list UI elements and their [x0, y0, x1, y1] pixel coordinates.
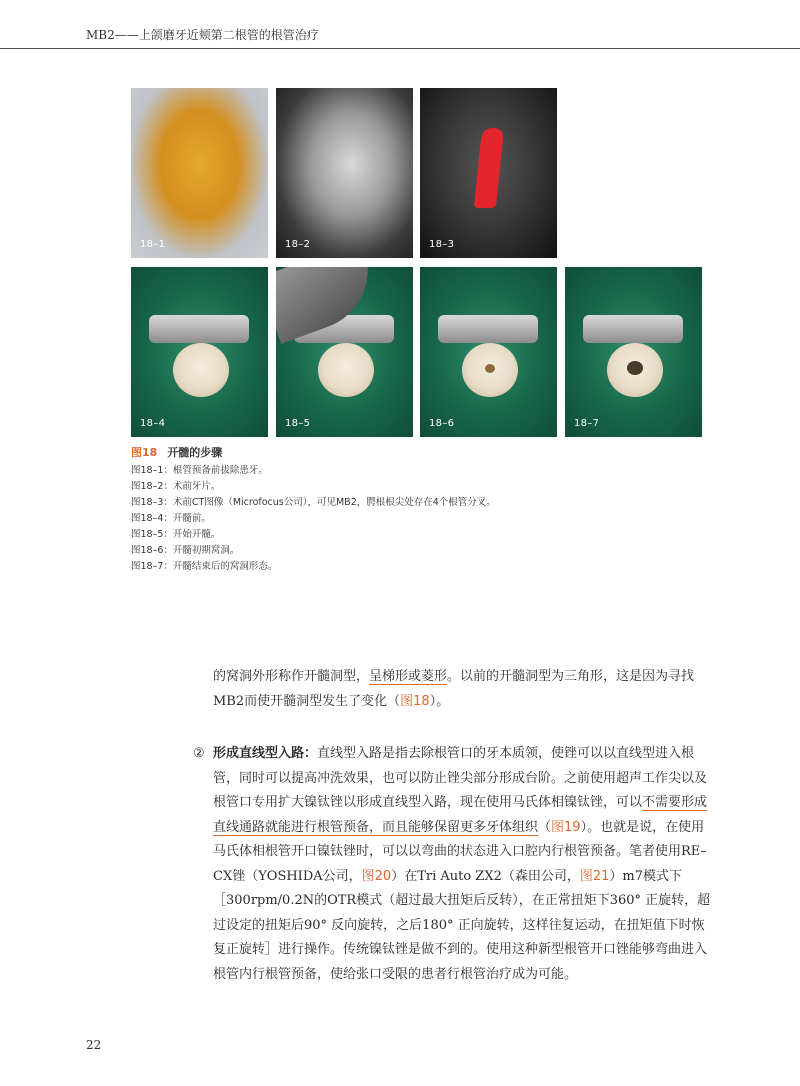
text-run: ）m7模式下［300rpm/0.2N的OTR模式（超过最大扭矩后反转），在正常扭矩下360° 正旋转，超过设定的扭矩后90° 反向旋转，之后180° 正向旋转，这样往复运动，在扭矩值下时恢复正旋转］进行操作。传统镍钛锉是做不到的。使用这种新型根管开口锉能够弯曲进入根管内行根管预备，使给张口受限的患者行根管治疗成为可能。: [213, 868, 711, 982]
text-run: ）。也就是说，在使用马氏体相根管开口镍钛锉时，可以以弯曲的状态进入口腔内行根管预备。笔者使用RE–CX锉（YOSHIDA公司，: [213, 819, 707, 884]
figure-label: 18–7: [574, 418, 600, 429]
figure-label: 18–2: [285, 239, 311, 250]
page-header: [0, 0, 800, 49]
figure-note: 图18–1：根管预备前拔除患牙。: [131, 465, 268, 476]
figure-reference[interactable]: 图20: [361, 868, 392, 884]
figure-reference[interactable]: 图18: [400, 693, 430, 709]
root-canal-highlight: [474, 128, 504, 208]
figure-reference[interactable]: 图19: [551, 819, 581, 835]
photo-extracted-tooth: [131, 88, 268, 258]
photo-ct-image: [420, 88, 557, 258]
photo-radiograph: [276, 88, 413, 258]
photo-final-cavity: [565, 267, 702, 437]
figure-note: 图18–2：术前牙片。: [131, 481, 221, 492]
figure-label: 18–6: [429, 418, 455, 429]
photo-start-access: [276, 267, 413, 437]
figure-note: 图18–3：术前CT图像（Microfocus公司），可见MB2，腭根根尖处存在4个根管分叉。: [131, 497, 496, 508]
figure-note: 图18–6：开髓初期窝洞。: [131, 545, 240, 556]
body-paragraph-1: [213, 665, 713, 714]
figure-reference[interactable]: 图21: [579, 868, 610, 884]
underlined-text: 呈梯形或菱形: [369, 669, 448, 684]
photo-initial-cavity: [420, 267, 557, 437]
figure-caption: [131, 444, 222, 460]
cavity-spot: [485, 364, 495, 373]
running-title: MB2——上颌磨牙近颊第二根管的根管治疗: [86, 28, 319, 42]
figure-title: 开髓的步骤: [167, 446, 223, 459]
list-marker: ②: [193, 746, 205, 761]
page-number: 22: [86, 1038, 102, 1052]
text-run: （: [538, 819, 552, 835]
tooth-crown: [173, 343, 229, 397]
figure-label: 18–4: [140, 418, 166, 429]
text-run: 的窝洞外形称作开髓洞型，: [213, 669, 370, 684]
rubber-dam-clamp: [438, 315, 538, 343]
access-cavity: [627, 361, 643, 375]
section-heading: 形成直线型入路：: [213, 746, 318, 761]
figure-notes: [131, 463, 496, 575]
text-run: 。以前的开髓洞型为三角形，这是因为寻找MB2而使开髓洞型发生了变化（: [213, 669, 695, 709]
text-run: ）。: [429, 693, 450, 709]
figure-note: 图18–5：开始开髓。: [131, 529, 221, 540]
rubber-dam-clamp: [149, 315, 249, 343]
rubber-dam-clamp: [583, 315, 683, 343]
figure-label: 18–3: [429, 239, 455, 250]
figure-number: 图18: [131, 446, 158, 459]
figure-note: 图18–4：开髓前。: [131, 513, 211, 524]
underlined-text: 不需要形成直线通路就能进行根管预备，而且能够保留更多牙体组织: [213, 795, 708, 835]
figure-label: 18–5: [285, 418, 311, 429]
body-paragraph-2: [213, 742, 713, 987]
tooth-crown: [318, 343, 374, 397]
text-run: ）在Tri Auto ZX2（森田公司，: [391, 868, 580, 884]
figure-note: 图18–7：开髓结束后的窝洞形态。: [131, 561, 278, 572]
text-run: 直线型入路是指去除根管口的牙本质领，使锉可以以直线型进入根管，同时可以提高冲洗效果，也可以防止锉尖部分形成台阶。之前使用超声工作尖以及根管口专用扩大镍钛锉以形成直线型入路，现在使用马氏体相镍钛锉，可以: [213, 746, 708, 810]
figure-label: 18–1: [140, 239, 166, 250]
photo-before-access: [131, 267, 268, 437]
